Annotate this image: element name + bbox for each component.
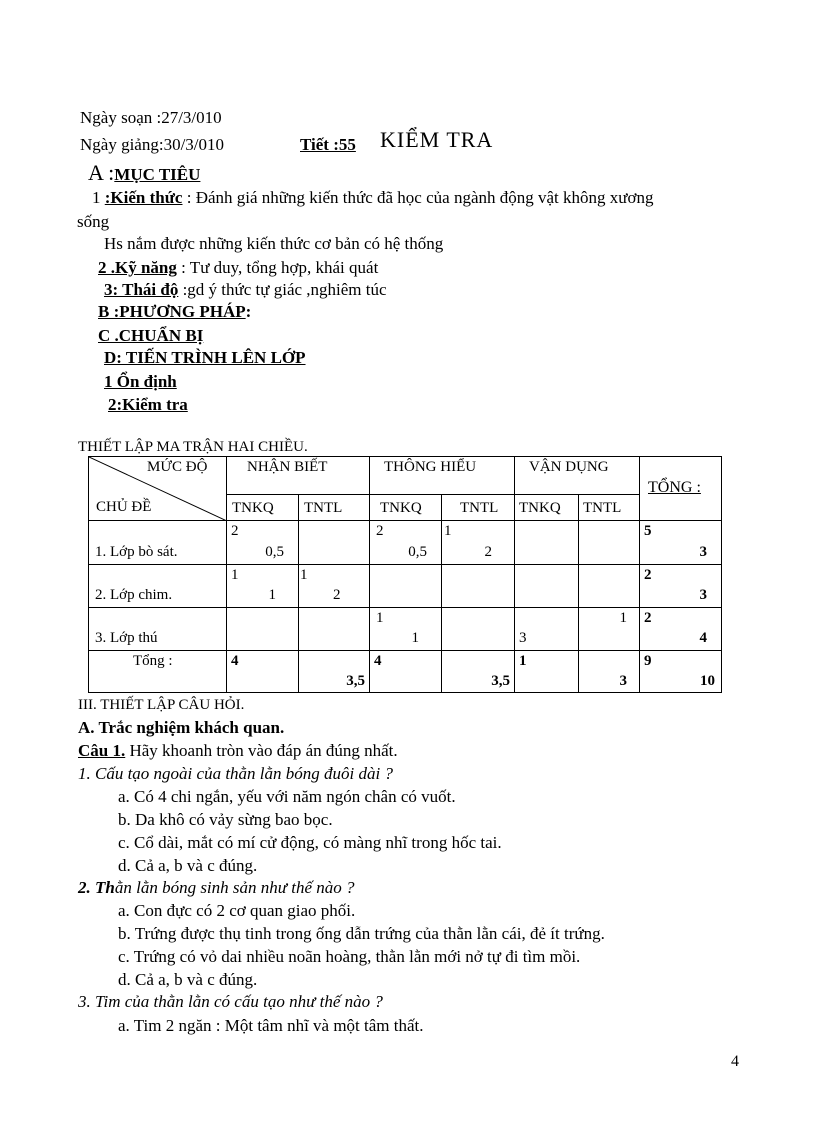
q1-option-b: b. Da khô có vảy sừng bao bọc. [118, 810, 333, 829]
kien-thuc-num: 1 [92, 188, 105, 207]
value-cell [515, 521, 579, 565]
ngay-soan: Ngày soạn :27/3/010 [80, 108, 222, 127]
page-title: KIỂM TRA [380, 127, 494, 152]
page-number: 4 [731, 1053, 739, 1070]
table-row [89, 608, 722, 651]
value-cell [227, 608, 299, 651]
kiem-tra: 2:Kiểm tra [108, 395, 188, 414]
value-cell [227, 651, 299, 693]
corner-bottom-label: CHỦ ĐỀ [96, 499, 152, 515]
table-row [89, 565, 722, 608]
cell-score: 3,5 [491, 673, 510, 689]
cell-score: 3 [619, 673, 627, 689]
cell-count: 2 [231, 523, 239, 539]
cell-score: 3 [519, 630, 527, 646]
section-a-title: MỤC TIÊU [114, 165, 201, 184]
subheader-label: TNKQ [519, 500, 561, 516]
total-count: 9 [644, 653, 652, 669]
value-cell [299, 521, 370, 565]
topic-label: Tổng : [133, 653, 173, 669]
total-count: 2 [644, 567, 652, 583]
cell-score: 0,5 [265, 544, 284, 560]
level-header [515, 457, 640, 495]
topic-cell [89, 565, 227, 608]
kien-thuc-line [92, 188, 653, 208]
cell-count: 4 [374, 653, 382, 669]
cau-1-label: Câu 1. [78, 741, 126, 760]
value-cell [299, 608, 370, 651]
corner-cell [89, 457, 227, 521]
ky-nang-label: 2 .Kỹ năng [98, 258, 177, 277]
topic-cell [89, 608, 227, 651]
topic-cell [89, 651, 227, 693]
level-header [370, 457, 515, 495]
value-cell [442, 521, 515, 565]
value-cell [370, 651, 442, 693]
cell-score: 1 [268, 587, 276, 603]
total-cell [640, 521, 722, 565]
question-2-number: 2. Th [78, 878, 115, 897]
total-score: 3 [699, 544, 707, 560]
value-cell [579, 608, 640, 651]
value-cell [370, 608, 442, 651]
subheader-label: TNKQ [232, 500, 274, 516]
value-cell [227, 521, 299, 565]
section-a-letter: A : [88, 160, 115, 185]
thai-do-label: 3: Thái độ [104, 280, 179, 299]
cell-count: 1 [300, 567, 308, 583]
section-d-title: D: TIẾN TRÌNH LÊN LỚP [104, 348, 306, 367]
topic-label: 2. Lớp chim. [95, 587, 173, 603]
q2-option-b: b. Trứng được thụ tinh trong ống dẫn trứng của thằn lằn cái, đẻ ít trứng. [118, 924, 605, 943]
total-count: 5 [644, 523, 652, 539]
section-b-title: B :PHƯƠNG PHÁP [98, 302, 246, 321]
subheader-cell [370, 495, 442, 521]
corner-top-label: MỨC ĐỘ [147, 459, 208, 475]
level-label: VẬN DỤNG [529, 459, 609, 475]
tiet-number: Tiết :55 [300, 135, 356, 154]
cell-count: 1 [231, 567, 239, 583]
q1-option-d: d. Cả a, b và c đúng. [118, 856, 258, 875]
table-row [89, 651, 722, 693]
q2-option-a: a. Con đực có 2 cơ quan giao phối. [118, 901, 356, 920]
questions-title: III. THIẾT LẬP CÂU HỎI. [78, 697, 245, 713]
part-a-title: A. Trắc nghiệm khách quan. [78, 718, 285, 737]
section-c-title: C .CHUẨN BỊ [98, 326, 204, 345]
value-cell [442, 608, 515, 651]
value-cell [579, 565, 640, 608]
level-header [227, 457, 370, 495]
subheader-cell [299, 495, 370, 521]
matrix-caption: THIẾT LẬP MA TRẬN HAI CHIỀU. [78, 439, 308, 455]
section-b-colon: : [245, 302, 252, 321]
section-a-heading [88, 160, 201, 185]
thai-do-line [104, 280, 387, 300]
value-cell [227, 565, 299, 608]
cell-score: 3,5 [346, 673, 365, 689]
value-cell [515, 565, 579, 608]
kien-thuc-wrap: sống [77, 212, 110, 231]
total-cell [640, 565, 722, 608]
total-header [640, 457, 722, 521]
total-header-label: TỔNG : [648, 479, 701, 496]
ky-nang-line [98, 258, 378, 278]
topic-cell [89, 521, 227, 565]
hs-text: Hs nắm được những kiến thức cơ bản có hệ thống [104, 234, 444, 253]
cell-score: 2 [484, 544, 492, 560]
cell-count: 1 [619, 610, 627, 626]
cell-count: 1 [519, 653, 527, 669]
question-2 [78, 878, 355, 898]
cell-count: 2 [376, 523, 384, 539]
on-dinh: 1 Ổn định [104, 372, 177, 391]
subheader-label: TNTL [583, 500, 622, 516]
question-2-text: ằn lằn bóng sinh sản như thế nào ? [114, 878, 355, 897]
q2-option-c: c. Trứng có vỏ dai nhiều noãn hoàng, thằn lằn mới nở tự đi tìm mồi. [118, 947, 581, 966]
total-cell [640, 651, 722, 693]
subheader-label: TNTL [304, 500, 343, 516]
total-cell [640, 608, 722, 651]
value-cell [579, 651, 640, 693]
value-cell [515, 651, 579, 693]
value-cell [299, 651, 370, 693]
kien-thuc-text: : Đánh giá những kiến thức đã học của ngành động vật không xương [182, 188, 654, 207]
ky-nang-text: : Tư duy, tổng hợp, khái quát [176, 258, 379, 277]
table-row [89, 521, 722, 565]
subheader-cell [442, 495, 515, 521]
cell-score: 2 [333, 587, 341, 603]
value-cell [370, 521, 442, 565]
kien-thuc-label: :Kiến thức [104, 188, 183, 207]
total-score: 3 [699, 587, 707, 603]
q2-option-d: d. Cả a, b và c đúng. [118, 970, 258, 989]
topic-label: 3. Lớp thú [95, 630, 158, 646]
total-count: 2 [644, 610, 652, 626]
ngay-giang: Ngày giảng:30/3/010 [80, 135, 225, 154]
cell-score: 0,5 [408, 544, 427, 560]
q1-option-a: a. Có 4 chi ngắn, yếu với năm ngón chân có vuốt. [118, 787, 456, 806]
q1-option-c: c. Cổ dài, mắt có mí cử động, có màng nhĩ trong hốc tai. [118, 833, 502, 852]
total-score: 4 [699, 630, 707, 646]
cell-score: 1 [411, 630, 419, 646]
value-cell [299, 565, 370, 608]
cau-1-text: Hãy khoanh tròn vào đáp án đúng nhất. [125, 741, 398, 760]
total-score: 10 [700, 673, 715, 689]
level-label: NHẬN BIẾT [247, 459, 328, 475]
topic-label: 1. Lớp bò sát. [95, 544, 178, 560]
level-label: THÔNG HIỂU [384, 459, 477, 475]
value-cell [579, 521, 640, 565]
value-cell [515, 608, 579, 651]
subheader-cell [515, 495, 579, 521]
cau-1-line [78, 741, 398, 761]
value-cell [442, 565, 515, 608]
subheader-label: TNKQ [380, 500, 422, 516]
subheader-cell [227, 495, 299, 521]
thai-do-text: :gd ý thức tự giác ,nghiêm túc [178, 280, 387, 299]
subheader-cell [579, 495, 640, 521]
matrix-table [88, 456, 722, 693]
cell-count: 1 [376, 610, 384, 626]
value-cell [370, 565, 442, 608]
value-cell [442, 651, 515, 693]
q3-option-a: a. Tim 2 ngăn : Một tâm nhĩ và một tâm thất. [118, 1016, 424, 1035]
section-b-heading [98, 302, 251, 322]
question-1: 1. Cấu tạo ngoài của thằn lằn bóng đuôi dài ? [78, 764, 393, 783]
cell-count: 4 [231, 653, 239, 669]
cell-count: 1 [444, 523, 452, 539]
question-3: 3. Tim của thằn lằn có cấu tạo như thế nào ? [78, 992, 383, 1011]
subheader-label: TNTL [460, 500, 499, 516]
